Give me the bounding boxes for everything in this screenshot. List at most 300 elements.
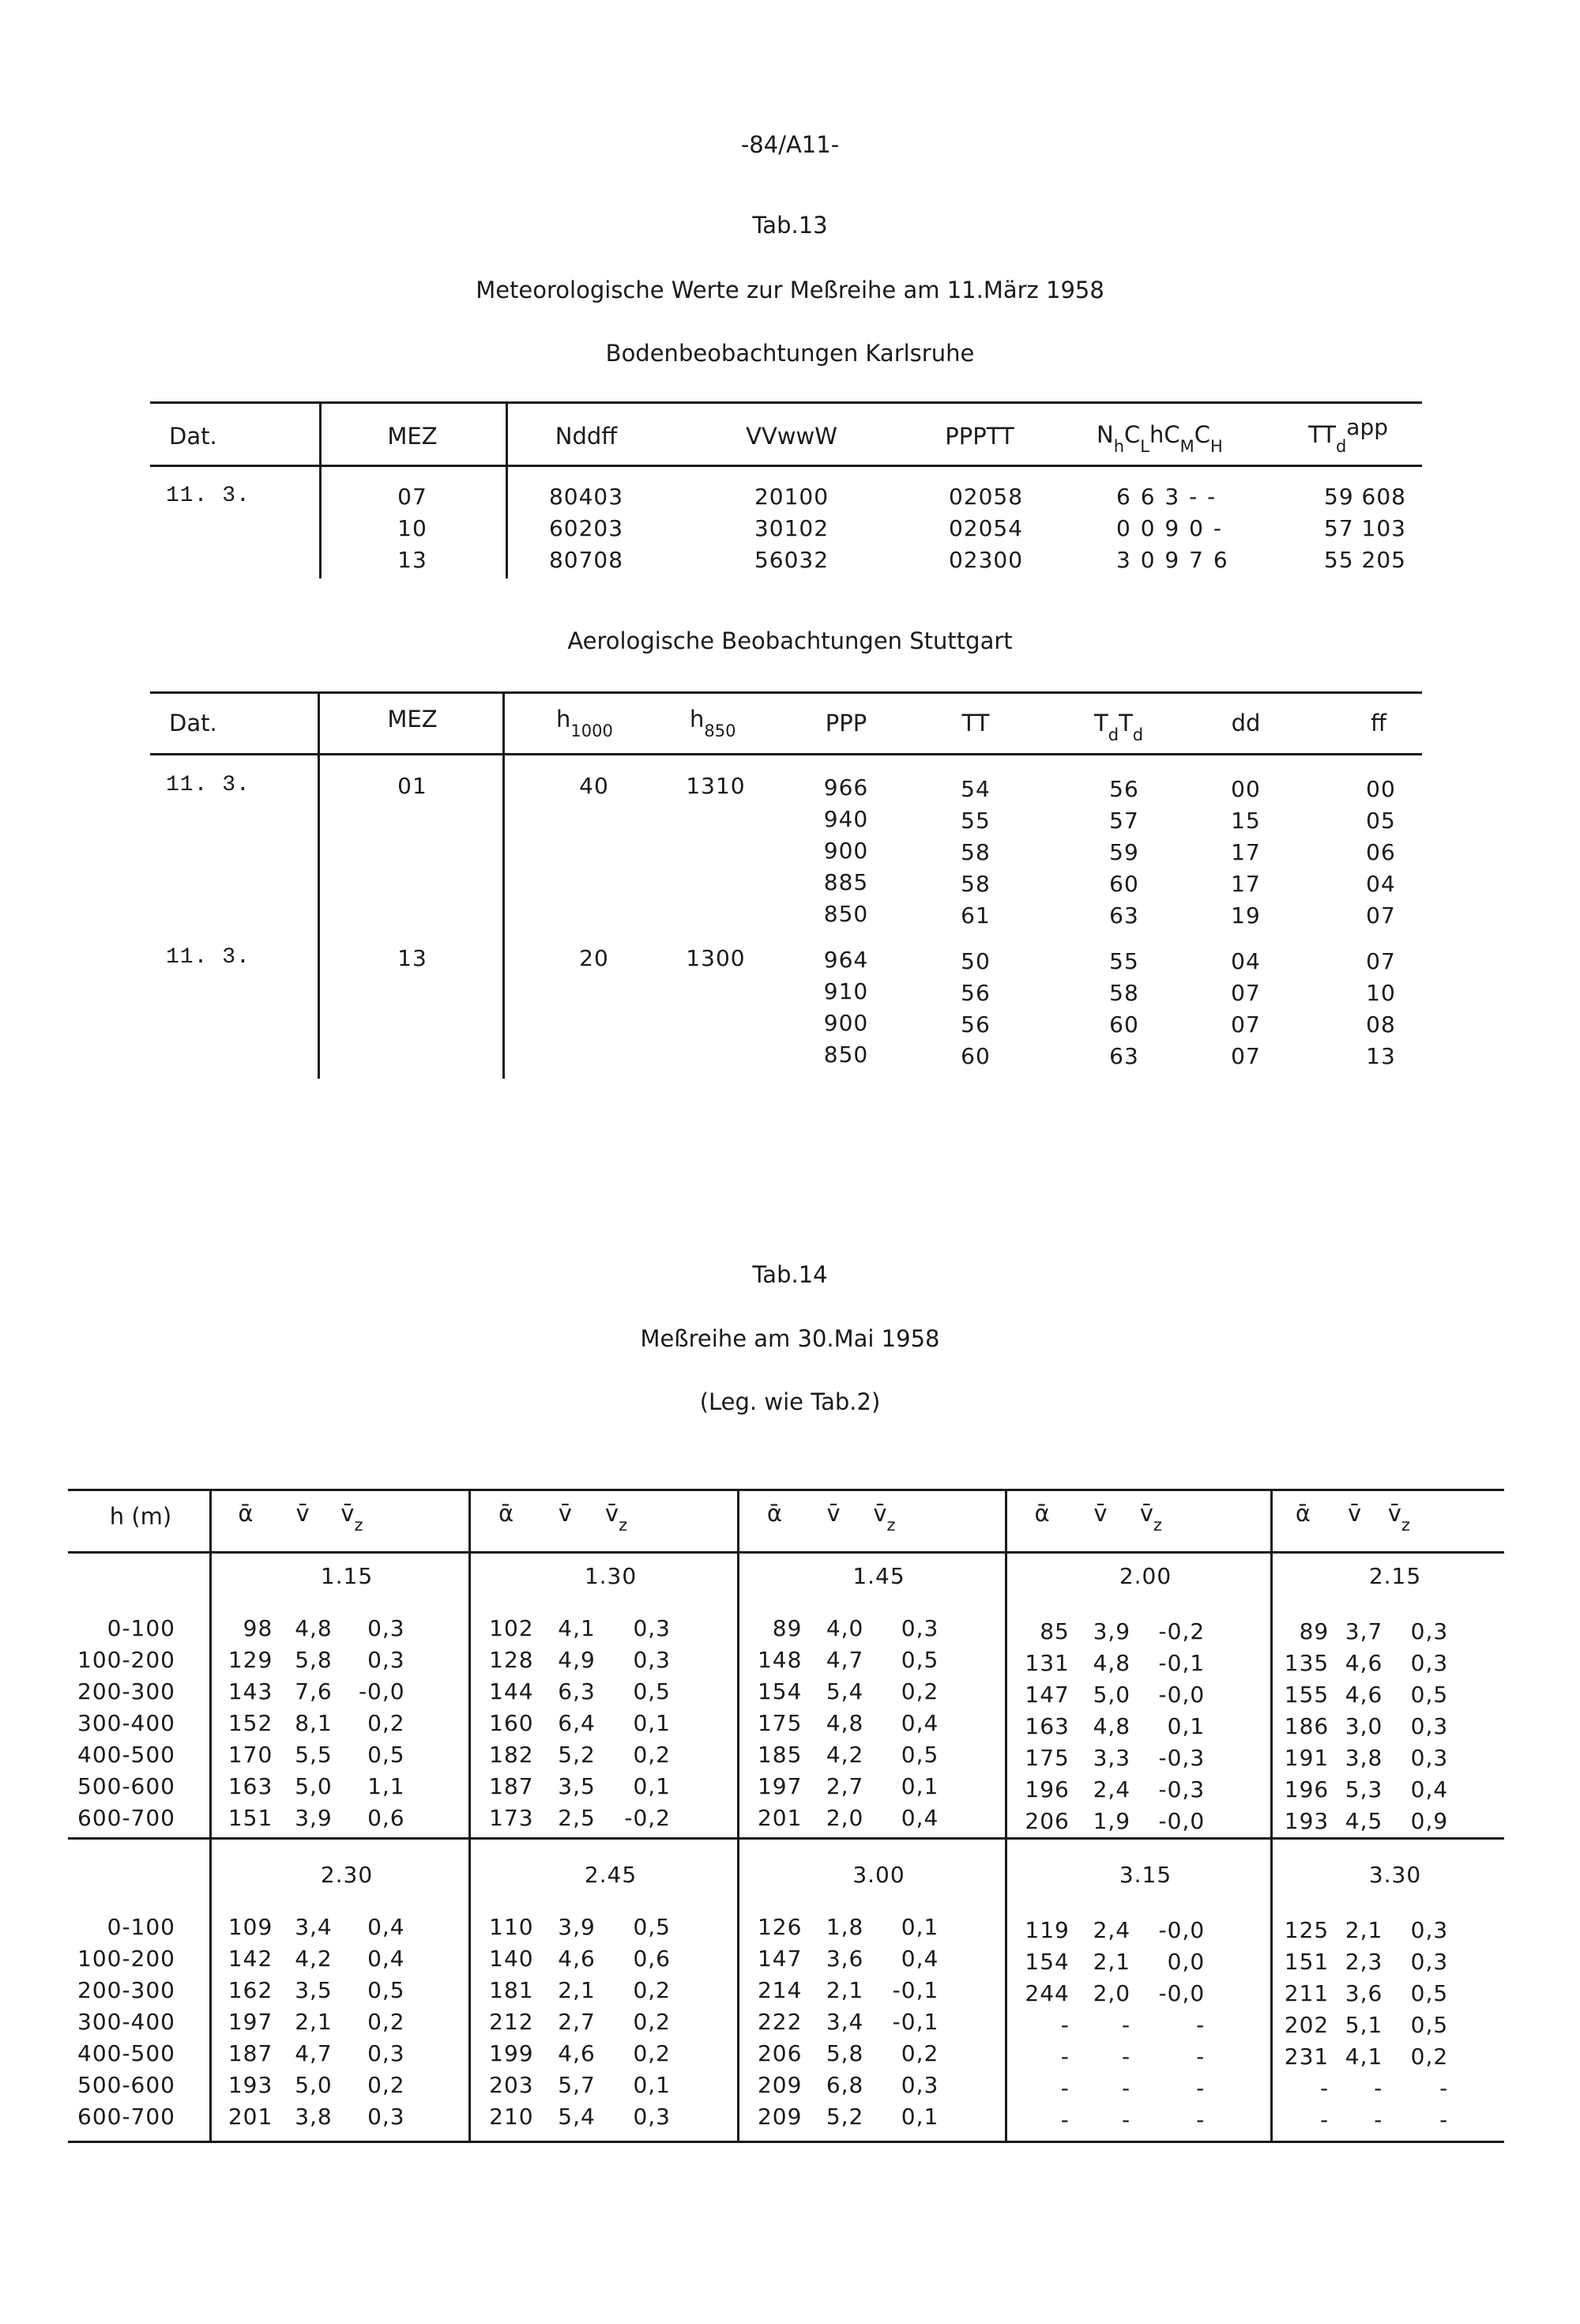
- tab14-cell: -: [1122, 2107, 1131, 2133]
- tab14-cell: 0,2: [633, 1977, 671, 2003]
- boden-cell: 07: [397, 484, 427, 510]
- hdr-c1-sub: L: [1140, 437, 1149, 456]
- tab14-cell: 182: [489, 1742, 534, 1768]
- tab14-cell: 131: [1025, 1650, 1070, 1676]
- aero-cell: 07: [1366, 902, 1396, 928]
- tab14-cell: 206: [757, 2040, 803, 2066]
- tab14-cell: 0,1: [633, 2072, 671, 2098]
- tab14-cell: 5,4: [826, 1678, 864, 1704]
- tab14-height-label: 0-100: [107, 1615, 175, 1641]
- boden-cell: 56032: [754, 547, 830, 573]
- aero-header-h850: [690, 706, 736, 740]
- tab14-cell: 0,4: [901, 1945, 939, 1972]
- tab14-cell: 85: [1040, 1618, 1070, 1644]
- tab14-cell: 185: [757, 1742, 803, 1768]
- tab14-cell: 211: [1284, 1980, 1330, 2006]
- aero-cell: 56: [961, 1011, 991, 1038]
- tab14-cell: 0,3: [633, 1647, 671, 1673]
- tab14-cell: 0,4: [367, 1945, 405, 1972]
- tab14-cell: -0,1: [892, 1977, 939, 2003]
- boden-cell: 10: [397, 515, 427, 541]
- boden-header-rule: [150, 465, 1422, 467]
- tab14-cell: 0,6: [367, 1805, 405, 1831]
- tab14-cell: 0,2: [1410, 2043, 1449, 2070]
- tab14-cell: 181: [489, 1977, 534, 2003]
- aero-col-divider: [502, 691, 505, 1079]
- tab14-cell: -: [1196, 2107, 1206, 2133]
- tab14-cell: 0,0: [1167, 1949, 1206, 1975]
- aero-date: 11. 3.: [166, 773, 250, 797]
- tab14-header-alpha: ᾱ: [238, 1500, 254, 1527]
- tab14-cell: 4,0: [826, 1615, 864, 1641]
- tab14-cell: 201: [757, 1805, 803, 1831]
- tab14-cell: -0,2: [624, 1805, 671, 1831]
- tab14-cell: 0,3: [1410, 1650, 1449, 1676]
- tab14-cell: 2,0: [1093, 1980, 1131, 2006]
- tab14-cell: 4,7: [295, 2040, 333, 2066]
- aero-cell: 900: [823, 838, 869, 864]
- tab14-time-label: 2.45: [584, 1862, 638, 1888]
- tab14-cell: 89: [772, 1615, 803, 1641]
- hdr-c3-sub: H: [1209, 437, 1223, 456]
- tab14-cell: 0,6: [633, 1945, 671, 1972]
- tab14-legend: (Leg. wie Tab.2): [699, 1388, 881, 1415]
- tab14-time-label: 3.15: [1119, 1862, 1172, 1888]
- hdr-c2: C: [1164, 421, 1180, 448]
- aero-header-mez: MEZ: [387, 706, 438, 733]
- tab14-cell: 244: [1025, 1980, 1070, 2006]
- tab14-cell: -: [1060, 2043, 1070, 2070]
- aero-cell: 00: [1231, 776, 1261, 802]
- tab14-cell: -: [1122, 2043, 1131, 2070]
- tab14-cell: 5,0: [295, 1773, 333, 1799]
- tab14-cell: 8,1: [295, 1710, 333, 1736]
- tab14-cell: -0,0: [1158, 1980, 1206, 2006]
- tab14-cell: 163: [228, 1773, 273, 1799]
- aero-cell: 00: [1366, 776, 1396, 802]
- tab14-cell: 3,5: [295, 1977, 333, 2003]
- tab14-cell: 0,3: [901, 1615, 939, 1641]
- tab14-cell: -0,0: [1158, 1682, 1206, 1708]
- boden-header-dat: Dat.: [169, 423, 217, 450]
- tab14-cell: 0,9: [1410, 1808, 1449, 1834]
- aero-header-dat: Dat.: [169, 710, 217, 736]
- hdr-t1: T: [1094, 710, 1108, 736]
- tab14-cell: -: [1196, 2043, 1206, 2070]
- tab14-cell: 89: [1299, 1618, 1330, 1644]
- tab14-cell: 1,8: [826, 1914, 864, 1940]
- boden-header-vvwww: VVwwW: [746, 423, 837, 450]
- tab14-cell: 147: [757, 1945, 803, 1972]
- boden-cell: 80403: [548, 484, 624, 510]
- tab14-cell: 201: [228, 2104, 273, 2130]
- tab14-cell: 3,6: [826, 1945, 864, 1972]
- aero-cell: 17: [1231, 839, 1261, 865]
- tab14-cell: 0,1: [1167, 1713, 1206, 1739]
- tab14-cell: 0,1: [901, 2104, 939, 2130]
- tab14-cell: 214: [757, 1977, 803, 2003]
- tab14-cell: -: [1122, 2075, 1131, 2101]
- aero-cell: 900: [823, 1010, 869, 1036]
- hdr-t1-sub: d: [1108, 725, 1119, 744]
- tab14-col-divider: [1270, 1489, 1273, 2143]
- tab14-cell: 4,6: [1345, 1682, 1383, 1708]
- aero-cell: 17: [1231, 871, 1261, 897]
- tab14-cell: 0,3: [1410, 1745, 1449, 1771]
- aero-header-dd: dd: [1231, 710, 1261, 736]
- tab14-cell: 160: [489, 1710, 534, 1736]
- tab14-cell: 2,5: [558, 1805, 596, 1831]
- tab14-cell: 175: [757, 1710, 803, 1736]
- tab14-height-label: 300-400: [77, 2009, 175, 2035]
- tab14-cell: 0,3: [367, 1615, 405, 1641]
- aero-cell: 940: [823, 806, 869, 832]
- tab14-cell: 4,8: [1093, 1650, 1131, 1676]
- boden-cell: 60203: [548, 515, 624, 541]
- tab14-cell: 152: [228, 1710, 273, 1736]
- tab14-cell: 4,1: [1345, 2043, 1383, 2070]
- tab14-header-v: v̄: [1347, 1500, 1362, 1527]
- aero-cell: 50: [961, 948, 991, 974]
- aero-cell: 850: [823, 901, 869, 927]
- tab14-cell: 0,3: [1410, 1949, 1449, 1975]
- tab14-cell: 5,8: [826, 2040, 864, 2066]
- tab14-title: Tab.14: [752, 1261, 828, 1288]
- tab14-cell: 186: [1284, 1713, 1330, 1739]
- boden-header-temp: [1308, 414, 1388, 456]
- tab14-cell: 5,0: [295, 2072, 333, 2098]
- aero-header-tt: TT: [961, 710, 990, 736]
- tab14-time-label: 2.00: [1119, 1563, 1172, 1589]
- boden-date: 11. 3.: [166, 484, 250, 508]
- tab14-time-label: 2.15: [1368, 1563, 1422, 1589]
- tab14-cell: 3,3: [1093, 1745, 1131, 1771]
- aero-cell: 59: [1109, 839, 1139, 865]
- aero-cell: 07: [1231, 1043, 1261, 1069]
- aero-cell: 07: [1231, 1011, 1261, 1038]
- tab14-cell: 2,4: [1093, 1776, 1131, 1802]
- tab14-cell: -: [1122, 2012, 1131, 2038]
- tab14-header-alpha: ᾱ: [766, 1500, 783, 1527]
- boden-cell: 59 608: [1324, 484, 1406, 510]
- boden-header-nddff: Nddff: [555, 423, 618, 450]
- tab14-cell: 5,2: [826, 2104, 864, 2130]
- tab14-height-label: 400-500: [77, 1742, 175, 1768]
- aero-cell: 60: [1109, 1011, 1139, 1038]
- tab14-bottom-rule: [68, 2141, 1504, 2143]
- aero-cell: 08: [1366, 1011, 1396, 1038]
- boden-heading: Bodenbeobachtungen Karlsruhe: [605, 340, 975, 367]
- aero-heading: Aerologische Beobachtungen Stuttgart: [567, 627, 1013, 654]
- boden-cell: 0 0 9 0 -: [1116, 515, 1222, 541]
- tab14-cell: 3,0: [1345, 1713, 1383, 1739]
- tab14-cell: 155: [1284, 1682, 1330, 1708]
- tab14-cell: 98: [243, 1615, 273, 1641]
- tab13-subtitle: Meteorologische Werte zur Meßreihe am 11.März 1958: [476, 277, 1104, 303]
- tab14-cell: 142: [228, 1945, 273, 1972]
- aero-cell: 05: [1366, 808, 1396, 834]
- boden-cell: 30102: [754, 515, 830, 541]
- tab14-header-v: v̄: [826, 1500, 841, 1527]
- tab14-cell: 0,5: [901, 1742, 939, 1768]
- tab14-cell: 222: [757, 2009, 803, 2035]
- tab14-cell: -0,1: [1158, 1650, 1206, 1676]
- tab14-height-label: 400-500: [77, 2040, 175, 2066]
- tab14-header-v: v̄: [1093, 1500, 1108, 1527]
- tab14-cell: 206: [1025, 1808, 1070, 1834]
- aero-cell: 58: [1109, 980, 1139, 1006]
- boden-col-divider: [319, 401, 322, 578]
- tab14-height-label: 100-200: [77, 1945, 175, 1972]
- boden-header-mez: MEZ: [387, 423, 438, 450]
- aero-col-divider: [318, 691, 320, 1079]
- tab14-cell: 1,1: [367, 1773, 405, 1799]
- tab14-cell: 151: [228, 1805, 273, 1831]
- tab14-cell: 0,3: [367, 2104, 405, 2130]
- tab14-cell: 163: [1025, 1713, 1070, 1739]
- tab14-cell: 3,9: [558, 1914, 596, 1940]
- aero-top-rule: [150, 691, 1422, 694]
- aero-cell: 56: [961, 980, 991, 1006]
- tab14-cell: 4,7: [826, 1647, 864, 1673]
- tab14-cell: 4,1: [558, 1615, 596, 1641]
- tab14-cell: 0,3: [1410, 1618, 1449, 1644]
- boden-cell: 20100: [754, 484, 830, 510]
- tab14-cell: -0,0: [1158, 1808, 1206, 1834]
- boden-cell: 6 6 3 - -: [1116, 484, 1217, 510]
- aero-cell: 63: [1109, 902, 1139, 928]
- hdr-c1: C: [1124, 421, 1141, 448]
- tab14-cell: 2,7: [558, 2009, 596, 2035]
- aero-cell: 07: [1366, 948, 1396, 974]
- tab14-cell: 2,4: [1093, 1917, 1131, 1943]
- tab14-cell: 209: [757, 2104, 803, 2130]
- tab14-cell: 6,8: [826, 2072, 864, 2098]
- tab14-cell: -: [1060, 2012, 1070, 2038]
- tab14-cell: 5,1: [1345, 2012, 1383, 2038]
- tab14-cell: 4,5: [1345, 1808, 1383, 1834]
- tab14-height-label: 200-300: [77, 1678, 175, 1704]
- hdr-vz: v̄: [340, 1500, 355, 1527]
- hdr-vz: v̄: [1387, 1500, 1401, 1527]
- tab14-cell: 4,6: [558, 1945, 596, 1972]
- aero-cell: 04: [1231, 948, 1261, 974]
- tab14-cell: -: [1320, 2107, 1330, 2133]
- tab14-header-alpha: ᾱ: [1034, 1500, 1050, 1527]
- tab14-cell: 209: [757, 2072, 803, 2098]
- aero-header-ff: ff: [1371, 710, 1386, 736]
- hdr-t2-sub: d: [1132, 725, 1144, 744]
- tab14-cell: 3,8: [1345, 1745, 1383, 1771]
- hdr-n-sub: h: [1113, 437, 1125, 456]
- tab14-cell: 0,5: [633, 1914, 671, 1940]
- hdr-vz-sub: z: [1153, 1516, 1162, 1535]
- tab14-height-label: 600-700: [77, 2104, 175, 2130]
- hdr-h: h: [1149, 421, 1164, 448]
- boden-header-ppptt: PPPTT: [945, 423, 1014, 450]
- tab14-cell: 5,4: [558, 2104, 596, 2130]
- tab14-cell: 125: [1284, 1917, 1330, 1943]
- tab14-cell: 2,1: [295, 2009, 333, 2035]
- aero-cell: 56: [1109, 776, 1139, 802]
- tab14-cell: 143: [228, 1678, 273, 1704]
- hdr-h850-sub: 850: [704, 721, 736, 740]
- tab14-cell: 191: [1284, 1745, 1330, 1771]
- tab14-cell: 119: [1025, 1917, 1070, 1943]
- tab14-cell: 144: [489, 1678, 534, 1704]
- tab14-cell: 0,2: [367, 2072, 405, 2098]
- boden-cell: 02300: [948, 547, 1024, 573]
- tab14-cell: 196: [1284, 1776, 1330, 1802]
- tab14-cell: 1,9: [1093, 1808, 1131, 1834]
- tab14-cell: -0,2: [1158, 1618, 1206, 1644]
- tab14-cell: 0,2: [367, 1710, 405, 1736]
- aero-date: 11. 3.: [166, 945, 250, 970]
- tab13-title: Tab.13: [752, 212, 828, 239]
- tab14-cell: 3,7: [1345, 1618, 1383, 1644]
- tab14-cell: 203: [489, 2072, 534, 2098]
- tab14-cell: 3,9: [1093, 1618, 1131, 1644]
- tab14-cell: 3,6: [1345, 1980, 1383, 2006]
- boden-cell: 02058: [948, 484, 1024, 510]
- boden-cell: 13: [397, 547, 427, 573]
- tab14-cell: 140: [489, 1945, 534, 1972]
- tab14-cell: 2,1: [826, 1977, 864, 2003]
- tab14-cell: 0,4: [901, 1710, 939, 1736]
- tab14-cell: -0,1: [892, 2009, 939, 2035]
- aero-cell: 13: [1366, 1043, 1396, 1069]
- tab14-col-divider: [209, 1489, 212, 2143]
- tab14-time-label: 2.30: [320, 1862, 374, 1888]
- tab14-cell: 0,5: [901, 1647, 939, 1673]
- tab14-cell: 0,1: [633, 1710, 671, 1736]
- tab14-cell: 193: [1284, 1808, 1330, 1834]
- aero-cell: 07: [1231, 980, 1261, 1006]
- tab14-cell: 210: [489, 2104, 534, 2130]
- aero-cell: 19: [1231, 902, 1261, 928]
- tab14-cell: 2,1: [558, 1977, 596, 2003]
- tab14-cell: -: [1196, 2012, 1206, 2038]
- tab14-cell: 4,2: [826, 1742, 864, 1768]
- tab14-header-vz: [1139, 1500, 1162, 1535]
- boden-cell: 02054: [948, 515, 1024, 541]
- tab14-cell: 0,1: [633, 1773, 671, 1799]
- hdr-h1000-sub: 1000: [570, 721, 613, 740]
- tab14-cell: -0,0: [358, 1678, 405, 1704]
- tab14-cell: 170: [228, 1742, 273, 1768]
- tab14-cell: 2,0: [826, 1805, 864, 1831]
- tab14-height-label: 500-600: [77, 2072, 175, 2098]
- aero-cell: 55: [1109, 948, 1139, 974]
- tab14-cell: 0,3: [1410, 1917, 1449, 1943]
- tab14-cell: 187: [228, 2040, 273, 2066]
- tab14-header-v: v̄: [558, 1500, 572, 1527]
- hdr-vz-sub: z: [619, 1516, 628, 1535]
- tab14-cell: 173: [489, 1805, 534, 1831]
- aero-cell: 964: [823, 947, 869, 973]
- tab14-cell: 4,8: [295, 1615, 333, 1641]
- hdr-vz-sub: z: [354, 1516, 363, 1535]
- tab14-cell: -0,3: [1158, 1745, 1206, 1771]
- tab14-cell: -0,0: [1158, 1917, 1206, 1943]
- aero-cell: 15: [1231, 808, 1261, 834]
- tab14-cell: 5,7: [558, 2072, 596, 2098]
- tab14-height-label: 100-200: [77, 1647, 175, 1673]
- hdr-c3: C: [1194, 421, 1210, 448]
- aero-cell: 61: [961, 902, 991, 928]
- tab14-time-label: 1.15: [320, 1563, 374, 1589]
- hdr-h: h: [690, 706, 705, 733]
- hdr-t2: T: [1119, 710, 1133, 736]
- tab14-cell: 0,3: [367, 1647, 405, 1673]
- tab14-height-label: 600-700: [77, 1805, 175, 1831]
- aero-mez: 01: [397, 773, 427, 799]
- boden-cell: 55 205: [1324, 547, 1406, 573]
- tab14-cell: 197: [757, 1773, 803, 1799]
- tab14-col-divider: [1005, 1489, 1007, 2143]
- tab14-cell: 0,4: [367, 1914, 405, 1940]
- aero-cell: 966: [823, 774, 869, 800]
- tab14-subtitle: Meßreihe am 30.Mai 1958: [640, 1325, 940, 1352]
- tab14-cell: 0,5: [367, 1742, 405, 1768]
- tab14-cell: 4,8: [1093, 1713, 1131, 1739]
- tab14-cell: -: [1320, 2075, 1330, 2101]
- hdr-n: N: [1097, 421, 1114, 448]
- tab14-cell: 2,1: [1093, 1949, 1131, 1975]
- aero-header-td: [1094, 710, 1144, 744]
- tab14-cell: 0,1: [901, 1914, 939, 1940]
- tab14-cell: 6,3: [558, 1678, 596, 1704]
- tab14-cell: 0,5: [1410, 1682, 1449, 1708]
- tab14-cell: -: [1439, 2075, 1449, 2101]
- tab14-cell: 0,2: [633, 2040, 671, 2066]
- tab14-time-label: 3.30: [1368, 1862, 1422, 1888]
- tab14-cell: 0,2: [901, 1678, 939, 1704]
- tab14-header-alpha: ᾱ: [1295, 1500, 1311, 1527]
- aero-header-rule: [150, 753, 1422, 755]
- tab14-header-vz: [604, 1500, 628, 1535]
- aero-cell: 10: [1366, 980, 1396, 1006]
- tab14-cell: 0,2: [633, 2009, 671, 2035]
- tab14-cell: 202: [1284, 2012, 1330, 2038]
- hdr-vz: v̄: [604, 1500, 619, 1527]
- aero-cell: 885: [823, 869, 869, 895]
- tab14-cell: 0,3: [633, 1615, 671, 1641]
- tab14-cell: 128: [489, 1647, 534, 1673]
- tab14-cell: 0,5: [1410, 2012, 1449, 2038]
- tab14-cell: 0,3: [367, 2040, 405, 2066]
- aero-cell: 58: [961, 839, 991, 865]
- tab14-cell: 126: [757, 1914, 803, 1940]
- tab14-cell: 193: [228, 2072, 273, 2098]
- tab14-cell: 147: [1025, 1682, 1070, 1708]
- tab14-cell: 2,1: [1345, 1917, 1383, 1943]
- aero-h1000: 20: [579, 945, 609, 971]
- aero-header-ppp: PPP: [825, 710, 867, 736]
- aero-cell: 04: [1366, 871, 1396, 897]
- tab14-cell: 5,0: [1093, 1682, 1131, 1708]
- boden-col-divider: [506, 401, 508, 578]
- tab14-height-label: 300-400: [77, 1710, 175, 1736]
- aero-cell: 55: [961, 808, 991, 834]
- tab14-cell: 0,5: [633, 1678, 671, 1704]
- tab14-cell: -: [1060, 2075, 1070, 2101]
- hdr-c2-sub: M: [1179, 437, 1194, 456]
- tab14-height-label: 200-300: [77, 1977, 175, 2003]
- tab14-cell: 4,6: [1345, 1650, 1383, 1676]
- hdr-vz-sub: z: [1401, 1516, 1410, 1535]
- tab14-cell: 0,3: [633, 2104, 671, 2130]
